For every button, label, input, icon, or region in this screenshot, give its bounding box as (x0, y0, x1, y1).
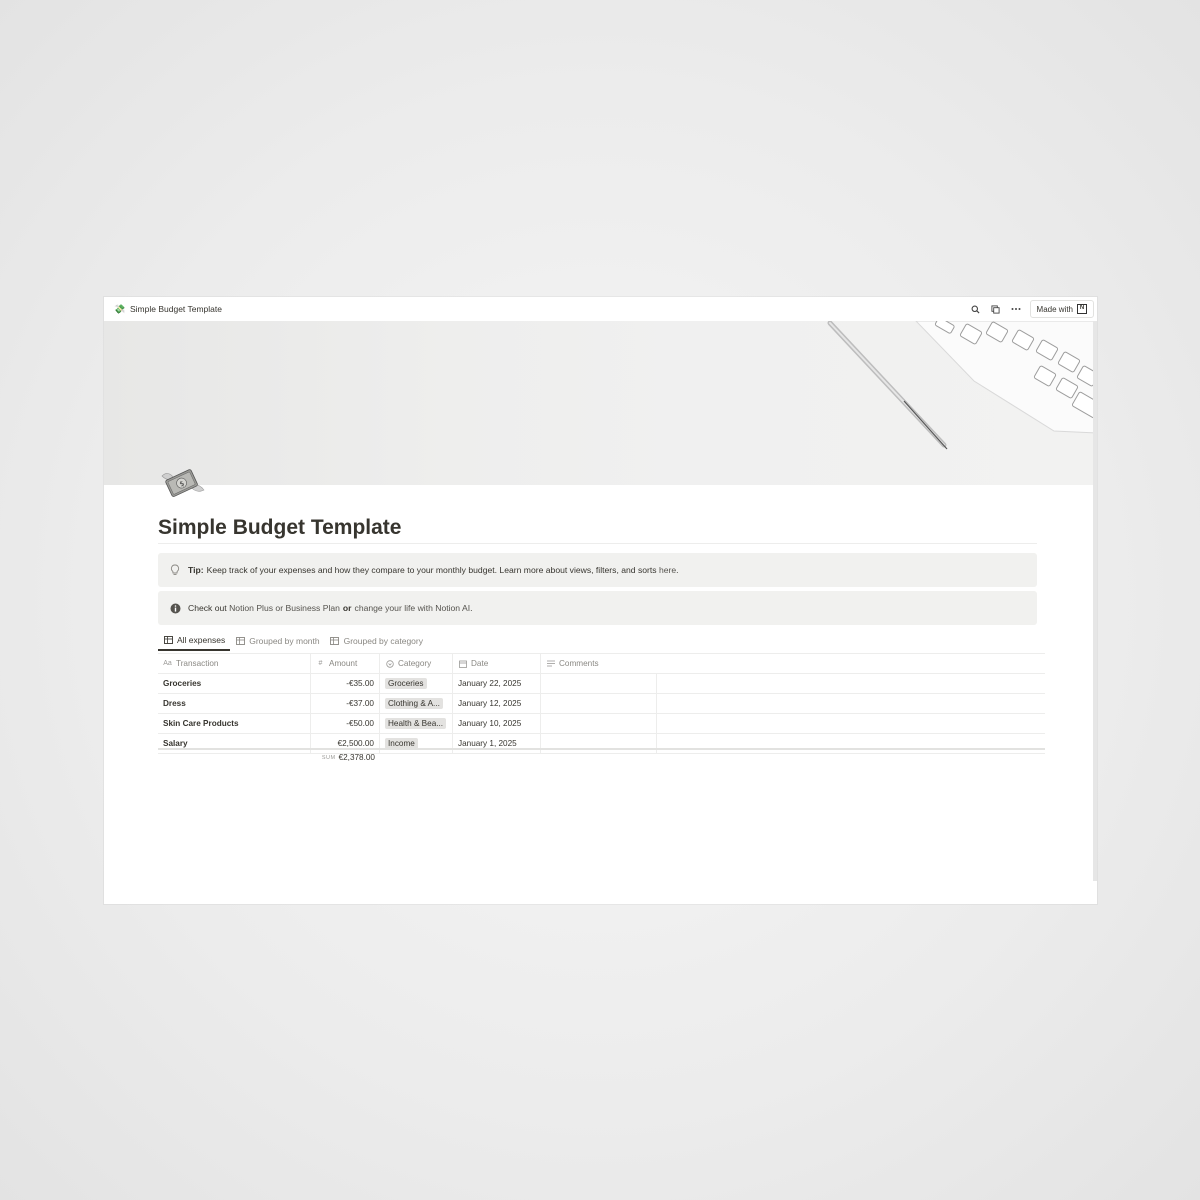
pen-illustration (830, 323, 947, 449)
column-header-date[interactable] (453, 654, 541, 673)
date-cell[interactable]: January 22, 2025 (453, 674, 541, 693)
amount-cell[interactable]: €2,500.00 (311, 734, 380, 753)
topbar (104, 297, 1097, 321)
comments-cell[interactable] (541, 714, 657, 733)
keyboard-illustration (916, 321, 1097, 433)
transaction-cell[interactable]: Salary (158, 734, 311, 753)
column-header-category[interactable] (380, 654, 453, 673)
comments-cell[interactable] (541, 674, 657, 693)
title-divider (158, 543, 1037, 544)
notion-logo-icon: N (1077, 304, 1087, 314)
tip-text: Keep track of your expenses and how they compare to your monthly budget. Learn more about views, filters, and sorts (206, 565, 657, 575)
amount-cell[interactable]: -€37.00 (311, 694, 380, 713)
breadcrumb-page-title[interactable]: Simple Budget Template (130, 304, 222, 314)
category-tag: Health & Bea... (385, 718, 446, 729)
table-header (158, 653, 1045, 674)
table-view-icon (163, 635, 173, 645)
category-tag: Clothing & A... (385, 698, 443, 709)
made-with-notion-button[interactable] (1030, 300, 1094, 318)
table-view-icon (330, 636, 340, 646)
notion-window (104, 297, 1097, 904)
column-label: Amount (329, 659, 358, 668)
made-with-label: Made with (1036, 304, 1073, 314)
page-emoji-icon: 💸 (114, 303, 126, 314)
sum-label: SUM (321, 754, 336, 761)
view-tabs (158, 632, 428, 651)
info-end: . (470, 603, 473, 613)
cover-image (104, 321, 1097, 485)
info-icon (168, 601, 182, 615)
amount-cell[interactable]: -€35.00 (311, 674, 380, 693)
info-or: or (342, 603, 352, 613)
transaction-cell[interactable]: Skin Care Products (158, 714, 311, 733)
table-row[interactable] (158, 734, 1045, 754)
column-label: Category (398, 659, 432, 668)
column-label: Comments (559, 659, 599, 668)
tip-end: . (676, 565, 679, 575)
expenses-table (158, 653, 1045, 762)
comments-cell[interactable] (541, 734, 657, 753)
category-tag: Income (385, 738, 418, 749)
column-header-transaction[interactable] (158, 654, 311, 673)
table-row[interactable] (158, 714, 1045, 734)
table-row[interactable] (158, 694, 1045, 714)
date-cell[interactable]: January 10, 2025 (453, 714, 541, 733)
money-with-wings-icon[interactable] (158, 462, 206, 506)
search-icon[interactable] (970, 303, 982, 315)
select-icon (385, 659, 394, 668)
tab-grouped-by-category[interactable] (325, 632, 428, 651)
info-link-plans[interactable]: Notion Plus or Business Plan (229, 603, 340, 613)
svg-text:$: $ (178, 479, 186, 489)
info-callout (158, 591, 1037, 625)
sum-value: €2,378.00 (338, 753, 375, 762)
date-cell[interactable]: January 1, 2025 (453, 734, 541, 753)
lightbulb-icon (168, 563, 182, 577)
transaction-cell[interactable]: Dress (158, 694, 311, 713)
calendar-icon (458, 659, 467, 668)
duplicate-icon[interactable] (990, 303, 1002, 315)
text-lines-icon (546, 659, 555, 668)
tip-callout (158, 553, 1037, 587)
tip-link-here[interactable]: here (658, 565, 677, 575)
category-tag: Groceries (385, 678, 427, 689)
column-header-amount[interactable] (311, 654, 380, 673)
category-cell[interactable] (380, 734, 453, 753)
amount-cell[interactable]: -€50.00 (311, 714, 380, 733)
table-view-icon (235, 636, 245, 646)
tab-label: All expenses (177, 635, 226, 645)
comments-cell[interactable] (541, 694, 657, 713)
table-row[interactable] (158, 674, 1045, 694)
category-cell[interactable] (380, 674, 453, 693)
transaction-cell[interactable]: Groceries (158, 674, 311, 693)
tab-label: Grouped by month (249, 636, 320, 646)
column-label: Transaction (176, 659, 219, 668)
tab-label: Grouped by category (343, 636, 423, 646)
scrollbar[interactable] (1093, 321, 1097, 881)
amount-sum[interactable] (311, 753, 380, 762)
page-title[interactable]: Simple Budget Template (158, 516, 402, 539)
text-type-icon: Aa (163, 660, 172, 667)
tab-grouped-by-month[interactable] (230, 632, 324, 651)
column-header-comments[interactable] (541, 654, 657, 673)
category-cell[interactable] (380, 694, 453, 713)
info-pre: Check out (188, 603, 227, 613)
date-cell[interactable]: January 12, 2025 (453, 694, 541, 713)
tip-label: Tip: (188, 565, 204, 575)
more-icon[interactable] (1010, 303, 1022, 315)
number-type-icon: # (318, 660, 323, 667)
table-bottom-border (158, 748, 1045, 750)
column-label: Date (471, 659, 489, 668)
category-cell[interactable] (380, 714, 453, 733)
tab-all-expenses[interactable] (158, 632, 230, 651)
info-link-ai[interactable]: change your life with Notion AI (354, 603, 471, 613)
topbar-actions (970, 300, 1094, 318)
